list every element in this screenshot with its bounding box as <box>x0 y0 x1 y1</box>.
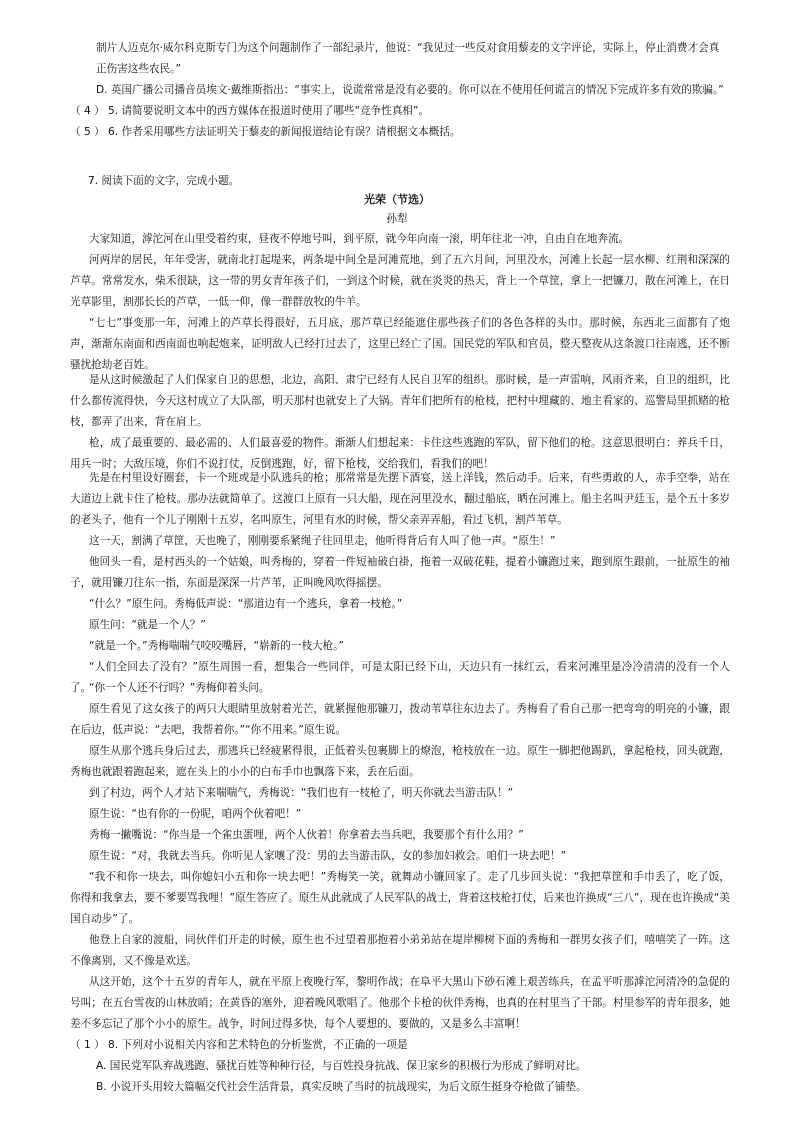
paragraph: 大家知道，滹沱河在山里受着约束，昼夜不停地号叫，到平原，就今年向南一滚，明年往北一冲，自由自在地奔流。 <box>89 233 630 245</box>
paragraph: “七七”事变那一年，河滩上的芦草长得很好，五月底，那芦草已经能遮住那些孩子们的各色各样的头巾。那时候，东西北三面都有了炮声，渐渐东南面和西南面也响起炮来，证明敌人已经打过去了，这里已经亡了国。国民党的军队和官员，整天整夜从这条渡口往南逃，还不断骚扰抢劫老百姓。 <box>70 317 730 371</box>
paragraph: “就是一个。”秀梅喘喘气咬咬嘴唇，“崭新的一枝大枪。” <box>89 640 345 652</box>
question-8-option-b: B. 小说开头用较大篇幅交代社会生活背景，真实反映了当时的抗战现实，为后文原生挺身夺枪做了铺垫。 <box>96 1081 587 1093</box>
paragraph: “我不和你一块去，叫你媳妇小五和你一块去吧！”秀梅笑一笑，就舞动小镰回家了。走了几步回头说：“我把草筐和手巾丢了，吃了饭，你得和我拿去，要不爹要骂我哩！”原生答应了。原生从此就成了人民军队的战士，背着这枝枪打仗，后来也许换成“三八”，现在也许换成“美国自动步”了。 <box>70 871 730 925</box>
option-d: D. 英国广播公司播音员埃文·戴维斯指出：“事实上，说谎常常是没有必要的。你可以在不使用任何谎言的情况下完成许多有效的欺骗。” <box>96 84 724 96</box>
paragraph: 河两岸的居民，年年受害，就南北打起堤来，两条堤中间全是河滩荒地，到了五六月间，河里没水，河滩上长起一层水柳、红荆和深深的芦草。常常发水，柴禾很缺，这一带的男女青年孩子们，一到这个时候，就在炎炎的热天，背上一个草筐，拿上一把镰刀，散在河滩上，在日光草影里，割那长长的芦草，一低一仰，像一群群放牧的牛羊。 <box>70 254 730 308</box>
paragraph: “什么？”原生问。秀梅低声说：“那道边有一个逃兵，拿着一枝枪。” <box>89 598 403 610</box>
question-6: （ 5 ） 6. 作者采用哪些方法证明关于藜麦的新闻报道结论有误？请根据文本概括。 <box>70 126 461 138</box>
question-8-option-a: A. 国民党军队弃战逃跑、骚扰百姓等种种行径，与百姓投身抗战、保卫家乡的积极行为形成了鲜明对比。 <box>96 1060 587 1072</box>
paragraph: 原生从那个逃兵身后过去，那逃兵已经疲累得很，正低着头包裹脚上的燎泡，枪枝放在一边。原生一脚把他踢趴，拿起枪枝，回头就跑，秀梅也就跟着跑起来，遮在头上的小小的白布手巾也飘落下来，丢在后面。 <box>70 745 730 778</box>
paragraph: “你一个人还不行吗？”秀梅仰着头问。 <box>89 682 270 694</box>
paragraph: 他回头一看，是村西头的一个姑娘，叫秀梅的，穿着一件短袖破白褂，拖着一双破花鞋，提着小镰跑过来，跑到原生跟前，一扯原生的袖子，就用镰刀往东一指，东面是深深一片芦苇，正叫晚风吹得摇摆。 <box>70 556 730 589</box>
paragraph: 这一天，割满了草筐，天也晚了，刚刚要系紧绳子往回里走，他听得背后有人叫了他一声。“原生！” <box>89 535 556 547</box>
paragraph: 原生看见了这女孩子的两只大眼睛里放射着光芒，就紧握他那镰刀，拨动苇草往东边去了。秀梅看了看自己那一把弯弯的明亮的小镰，跟在后边，低声说：“去吧，我帮着你。”“你不用来。”原生说。 <box>70 703 730 736</box>
paragraph: 秀梅一撇嘴说：“你当是一个雀虫蛋哩，两个人伙着！你拿着去当兵吧，我要那个有什么用？” <box>89 829 524 841</box>
question-5: （ 4 ） 5. 请简要说明文本中的西方媒体在报道时使用了哪些“竞争性真相”。 <box>70 105 430 117</box>
paragraph: 他登上自家的渡船，同伙伴们开走的时候，原生也不过望着那抱着小弟弟站在堤岸柳树下面的秀梅和一群男女孩子们，嘻嘻笑了一阵。这不像离别，又不像是欢送。 <box>70 934 730 967</box>
section-heading: 7. 阅读下面的文字，完成小题。 <box>88 175 240 187</box>
paragraph: 从这开始，这个十五岁的青年人，就在平原上夜晚行军，黎明作战；在阜平大黑山下砂石滩上艰苦练兵，在孟平听那滹沱河清冷的急促的号叫；在五台雪夜的山林放哨；在黄昏的塞外，迎着晚风歌唱了。他那个卡枪的伙伴秀梅，也真的在村里当了干部。村里参军的青年很多，她差不多忘记了那个小小的原生。战争，时间过得多快，每个人要想的、要做的，又是多么丰富啊！ <box>70 976 730 1030</box>
previous-quote-continuation: 制片人迈克尔·威尔科克斯专门为这个问题制作了一部纪录片，他说：“我见过一些反对食用藜麦的文字评论，实际上，停止消费才会真正伤害这些农民。” <box>96 42 720 75</box>
paragraph: “人们全回去了没有？”原生周围一看，想集合一些同伴，可是太阳已经下山，天边只有一抹红云，看来河滩里是冷冷清清的没有一个人了。 <box>70 661 730 694</box>
paragraph: 原生问：“就是一个人？” <box>89 619 206 631</box>
story-author: 孙犁 <box>386 213 408 225</box>
paragraph: 到了村边，两个人才站下来喘喘气，秀梅说：“我们也有一枝枪了，明天你就去当游击队！” <box>89 787 514 799</box>
story-title: 光荣（节选） <box>364 193 430 206</box>
paragraph: 是从这时候激起了人们保家自卫的思想，北边，高阳、肃宁已经有人民自卫军的组织。那时候，是一声雷响，风雨齐来，自卫的组织，比什么都传流得快，今天这村成立了大队部，明天那村也就安上了大锅。青年们把所有的枪枝，把村中埋藏的、地主看家的、巡警局里抓赌的枪枝，都弄了出来，背在肩上。 <box>70 374 730 428</box>
paragraph: 先是在村里设好圈套，卡一个班或是小队逃兵的枪；那常常是先摆下酒宴，送上洋钱，然后动手。后来，有些勇敢的人，赤手空拳，站在大道边上就卡住了枪枝。那办法就简单了。这渡口上原有一只大船，现在河里没水，翻过船底，晒在河滩上。船主名叫尹廷玉，是个五十多岁的老头子，他有一个儿子刚刚十五岁，名叫原生，河里有水的时候，帮父亲弄弄船，看过飞机，割芦苇草。 <box>70 472 730 526</box>
question-8-stem: （ 1 ） 8. 下列对小说相关内容和艺术特色的分析鉴赏，不正确的一项是 <box>70 1039 408 1051</box>
paragraph: 枪，成了最重要的、最必需的、人们最喜爱的物件。渐渐人们想起来：卡住这些逃跑的军队，留下他们的枪。这意思很明白：养兵千日，用兵一时；大敌压境，你们不说打仗，反倒逃跑，好，留下枪枝，交给我们，看我们的吧！ <box>70 437 730 470</box>
paragraph: 原生说：“对，我就去当兵。你听见人家嚷了没：男的去当游击队，女的参加妇救会。咱们一块去吧！” <box>89 850 567 862</box>
paragraph: 原生说：“也有你的一份呢，咱两个伙着吧！” <box>89 808 302 820</box>
